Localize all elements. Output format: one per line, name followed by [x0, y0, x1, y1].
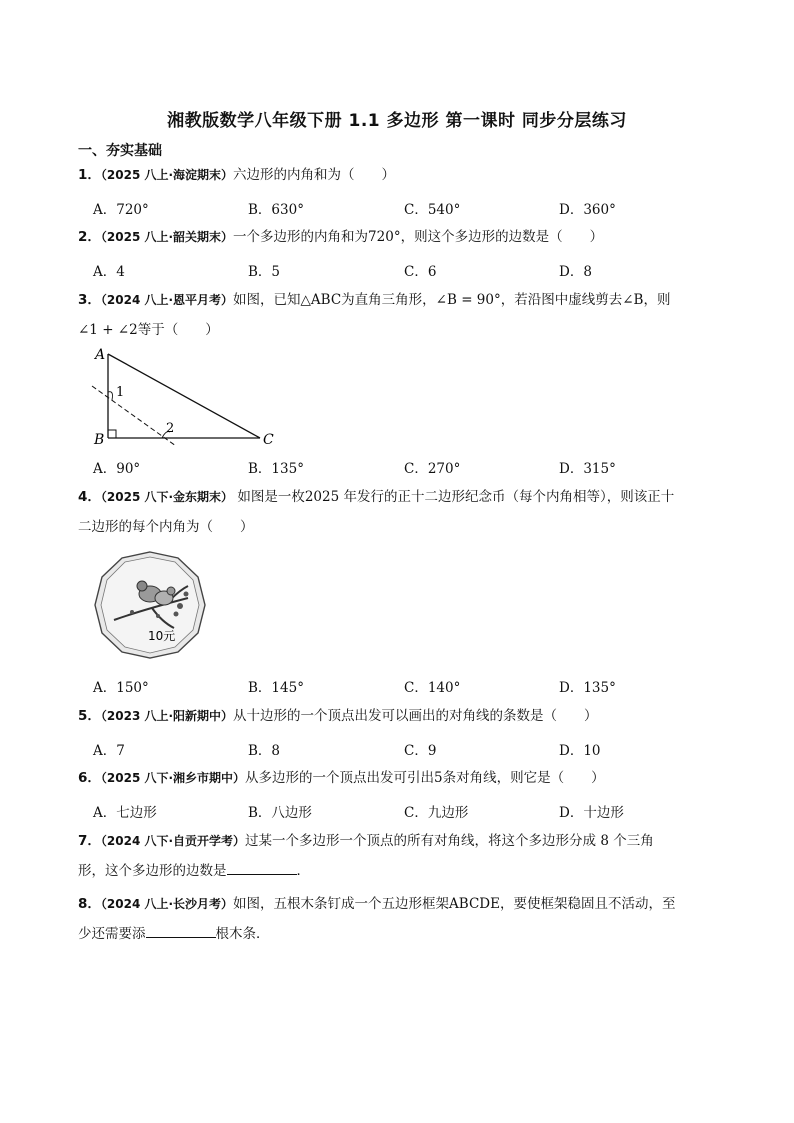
question-5: [78, 701, 728, 731]
option-b: B．145°: [248, 680, 304, 696]
commemorative-coin-image: [92, 550, 208, 660]
answer-blank[interactable]: [227, 860, 297, 875]
question-number: 7．: [78, 833, 101, 849]
question-6: [78, 763, 728, 793]
question-2: [78, 222, 728, 252]
option-d: D．360°: [559, 202, 616, 218]
question-text-line2: 形，这个多边形的边数是: [78, 863, 227, 879]
question-text: 如图，已知△ABC为直角三角形，∠B = 90°，若沿图中虚线剪去∠B，则: [233, 292, 671, 308]
option-c: C．270°: [404, 461, 461, 477]
option-a: A．七边形: [93, 805, 157, 821]
section-heading: 一、夯实基础: [78, 143, 162, 159]
question-text-end: 根木条．: [215, 926, 270, 942]
option-a: A．90°: [93, 461, 141, 477]
question-3: [78, 285, 728, 345]
question-text: 从多边形的一个顶点出发可引出5条对角线，则它是（ ）: [245, 770, 605, 786]
answer-blank[interactable]: [146, 923, 216, 938]
question-number: 3．: [78, 292, 101, 308]
question-text-line2: ∠1 + ∠2等于（ ）: [78, 322, 219, 338]
question-number: 6．: [78, 770, 101, 786]
option-b: B．630°: [248, 202, 304, 218]
option-d: D．315°: [559, 461, 616, 477]
vertex-label-b: B: [94, 432, 105, 448]
option-a: A．7: [93, 743, 125, 759]
option-c: C．140°: [404, 680, 461, 696]
option-b: B．8: [248, 743, 281, 759]
option-a: A．720°: [93, 202, 149, 218]
question-source: （2023 八上·阳新期中）: [100, 709, 234, 723]
vertex-label-c: C: [263, 432, 274, 448]
question-number: 4．: [78, 489, 101, 505]
vertex-label-a: A: [95, 347, 106, 363]
option-d: D．10: [559, 743, 601, 759]
option-c: C．6: [404, 264, 437, 280]
question-1-options: [93, 198, 733, 220]
question-1: [78, 160, 728, 190]
question-2-options: [93, 260, 733, 282]
question-text-end: ．: [296, 863, 310, 879]
question-text: 如图是一枚2025 年发行的正十二边形纪念币（每个内角相等），则该正十: [233, 489, 675, 505]
question-text: 如图，五根木条钉成一个五边形框架ABCDE，要使框架稳固且不活动，至: [233, 896, 676, 912]
question-7: [78, 826, 728, 886]
option-c: C．九边形: [404, 805, 469, 821]
option-b: B．135°: [248, 461, 304, 477]
question-text-line2: 少还需要添: [78, 926, 146, 942]
option-b: B．5: [248, 264, 281, 280]
page-title: 湘教版数学八年级下册 1.1 多边形 第一课时 同步分层练习: [167, 111, 627, 131]
question-8: [78, 889, 728, 949]
question-text-line2: 二边形的每个内角为（ ）: [78, 519, 254, 535]
option-b: B．八边形: [248, 805, 312, 821]
question-text: 一个多边形的内角和为720°，则这个多边形的边数是（ ）: [233, 229, 604, 245]
question-number: 5．: [78, 708, 101, 724]
question-number: 1．: [78, 167, 101, 183]
angle-label-2: 2: [166, 421, 175, 436]
option-c: C．9: [404, 743, 437, 759]
question-4-options: [93, 676, 733, 698]
option-a: A．150°: [93, 680, 149, 696]
question-text: 六边形的内角和为（ ）: [233, 167, 396, 183]
angle-label-1: 1: [116, 385, 125, 400]
question-source: （2025 八下·湘乡市期中）: [100, 771, 246, 785]
question-number: 2．: [78, 229, 101, 245]
question-source: （2025 八上·海淀期末）: [100, 168, 234, 182]
option-d: D．十边形: [559, 805, 624, 821]
option-c: C．540°: [404, 202, 461, 218]
option-a: A．4: [93, 264, 125, 280]
question-source: （2024 八上·恩平月考）: [100, 293, 234, 307]
option-d: D．135°: [559, 680, 616, 696]
question-source: （2025 八下·金东期末）: [100, 490, 234, 504]
coin-denomination: 10元: [148, 629, 176, 643]
question-text: 过某一个多边形一个顶点的所有对角线，将这个多边形分成 8 个三角: [245, 833, 654, 849]
question-number: 8．: [78, 896, 101, 912]
question-3-options: [93, 457, 733, 479]
question-6-options: [93, 801, 733, 823]
question-source: （2024 八上·长沙月考）: [100, 897, 234, 911]
triangle-figure: [88, 344, 288, 449]
question-source: （2024 八下·自贡开学考）: [100, 834, 246, 848]
option-d: D．8: [559, 264, 592, 280]
question-source: （2025 八上·韶关期末）: [100, 230, 234, 244]
question-text: 从十边形的一个顶点出发可以画出的对角线的条数是（ ）: [233, 708, 598, 724]
question-4: [78, 482, 728, 542]
question-5-options: [93, 739, 733, 761]
